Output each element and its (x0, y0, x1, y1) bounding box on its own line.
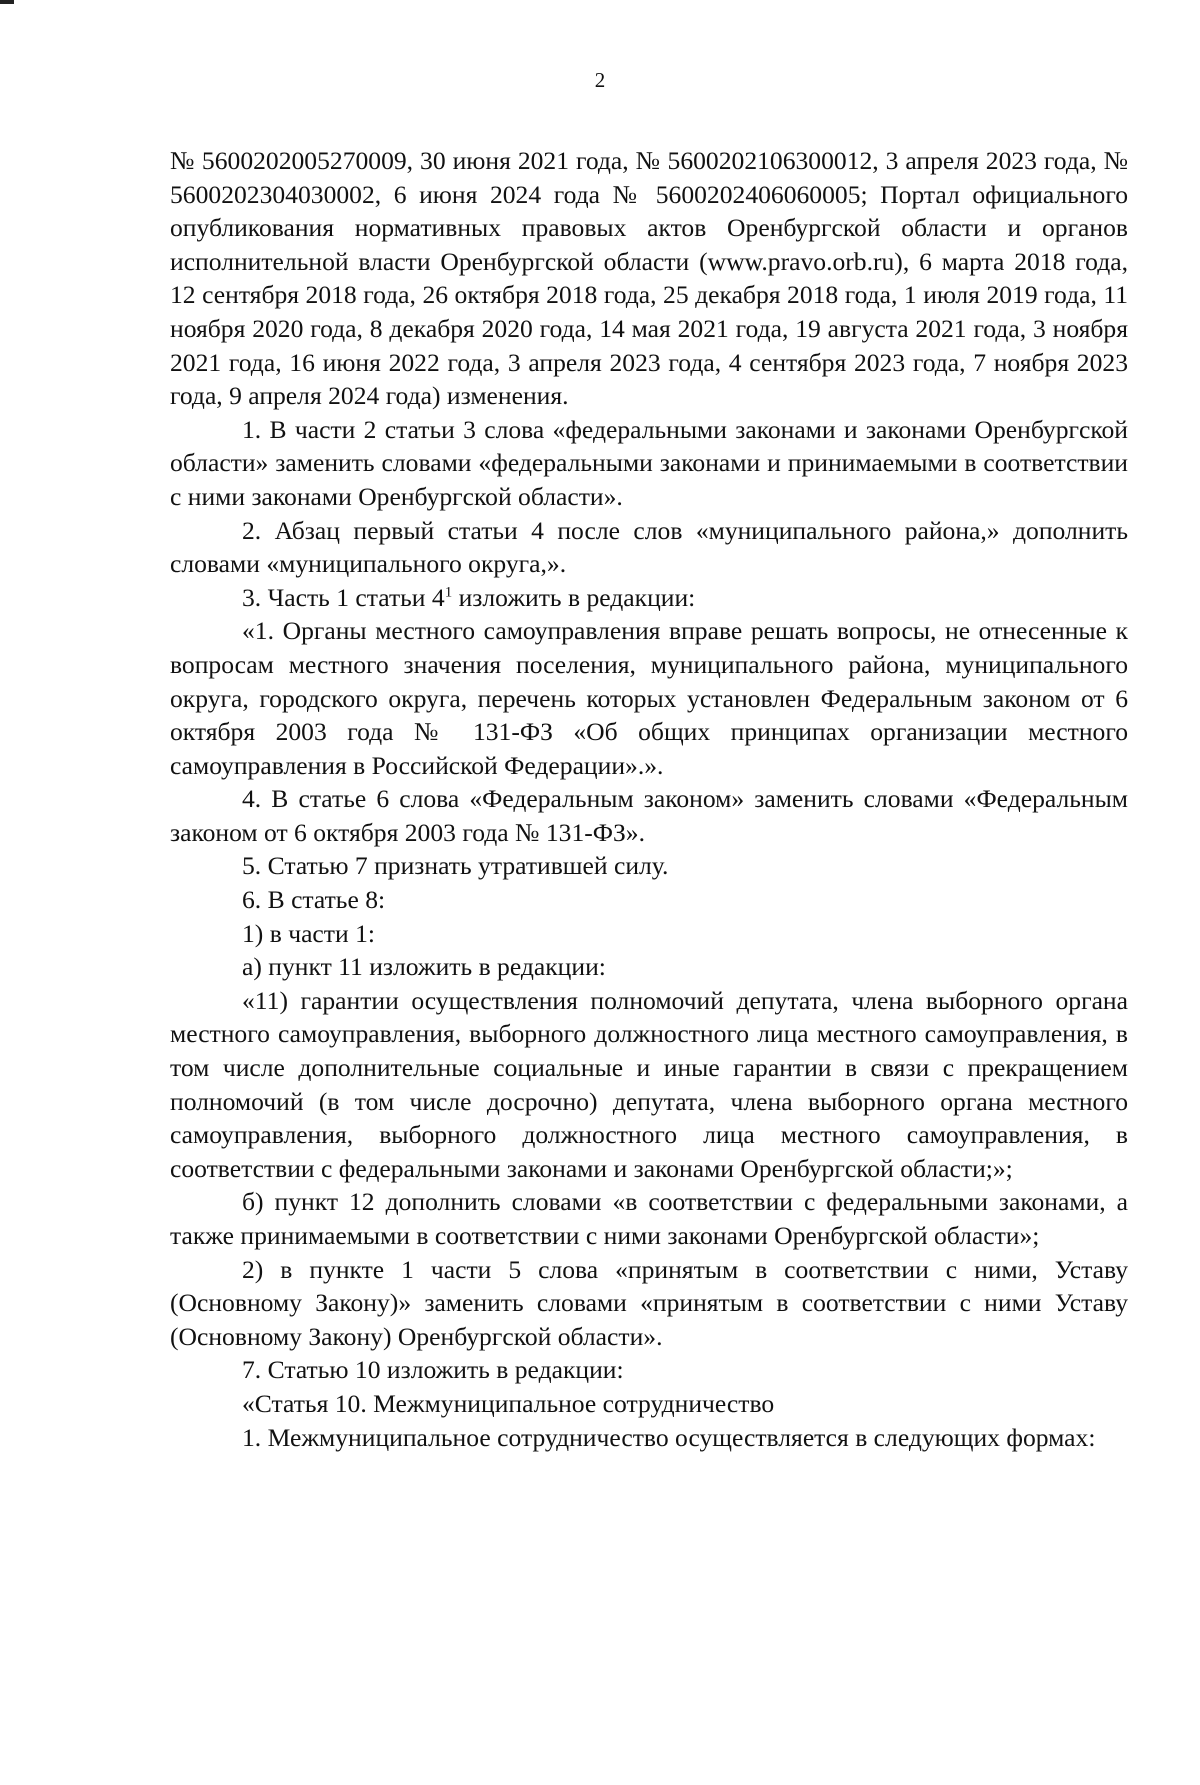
paragraph-item-2: 2. Абзац первый статьи 4 после слов «муниципального района,» дополнить словами «муниципального округа,». (170, 515, 1128, 579)
paragraph-item-1: 1. В части 2 статьи 3 слова «федеральными законами и законами Оренбургской области» заменить словами «федеральными законами и принимаемыми в соответствии с ними законами Оренбургской области». (170, 414, 1128, 511)
page-number: 2 (594, 68, 606, 92)
paragraph-quote-point-11: «11) гарантии осуществления полномочий депутата, члена выборного органа местного самоуправления, выборного должностного лица местного самоуправления, в том числе дополнительные социальные и иные гарантии в связи с прекращением полномочий (в том числе досрочно) депутата, члена выборного органа местного самоуправления, выборного должностного лица местного самоуправления, в соответствии с федеральными законами и законами Оренбургской области;»; (170, 985, 1128, 1183)
paragraph-item-3-text: 3. Часть 1 статьи 4 (242, 582, 445, 612)
paragraph-article-10-title: «Статья 10. Межмуниципальное сотрудничество (242, 1388, 775, 1418)
paragraph-item-4: 4. В статье 6 слова «Федеральным законом» заменить словами «Федеральным законом от 6 октября 2003 года № 131-ФЗ». (170, 784, 1128, 847)
paragraph-item-5: 5. Статью 7 признать утратившей силу. (242, 851, 669, 881)
scan-edge-mark (0, 0, 14, 4)
paragraph-item-6-1-a: а) пункт 11 изложить в редакции: (242, 952, 606, 982)
paragraph-item-6-1: 1) в части 1: (242, 918, 375, 948)
paragraph-intro-continuation: № 5600202005270009, 30 июня 2021 года, № 5600202106300012, 3 апреля 2023 года, № 5600202304030002, 6 июня 2024 года № 5600202406060005; Портал официального опубликования нормативных правовых актов Оренбургской области и органов исполнительной власти Оренбургской области (www.pravo.orb.ru), 6 марта 2018 года, 12 сентября 2018 года, 26 октября 2018 года, 25 декабря 2018 года, 1 июля 2019 года, 11 ноября 2020 года, 8 декабря 2020 года, 14 мая 2021 года, 19 августа 2021 года, 3 ноября 2021 года, 16 июня 2022 года, 3 апреля 2023 года, 4 сентября 2023 года, 7 ноября 2023 года, 9 апреля 2024 года) изменения. (170, 146, 1128, 411)
paragraph-item-3-tail: изложить в редакции: (452, 582, 696, 612)
paragraph-quote-part-1: «1. Органы местного самоуправления вправе решать вопросы, не отнесенные к вопросам местного значения поселения, муниципального района, муниципального округа, городского округа, перечень которых установлен Федеральным законом от 6 октября 2003 года № 131-ФЗ «Об общих принципах организации местного самоуправления в Российской Федерации».». (170, 616, 1128, 780)
superscript-mark: 1 (444, 584, 453, 601)
paragraph-item-6-2: 2) в пункте 1 части 5 слова «принятым в соответствии с ними, Уставу (Основному Закону)» заменить словами «принятым в соответствии с ними Уставу (Основному Закону) Оренбургской области». (170, 1254, 1128, 1351)
paragraph-article-10-part-1: 1. Межмуниципальное сотрудничество осуществляется в следующих формах: (242, 1422, 1096, 1452)
paragraph-item-7: 7. Статью 10 изложить в редакции: (242, 1355, 624, 1385)
document-body (170, 144, 1128, 1454)
paragraph-item-3 (170, 581, 1128, 615)
paragraph-item-6-1-b: б) пункт 12 дополнить словами «в соответствии с федеральными законами, а также принимаемыми в соответствии с ними законами Оренбургской области»; (170, 1187, 1128, 1250)
paragraph-item-6: 6. В статье 8: (242, 885, 386, 915)
